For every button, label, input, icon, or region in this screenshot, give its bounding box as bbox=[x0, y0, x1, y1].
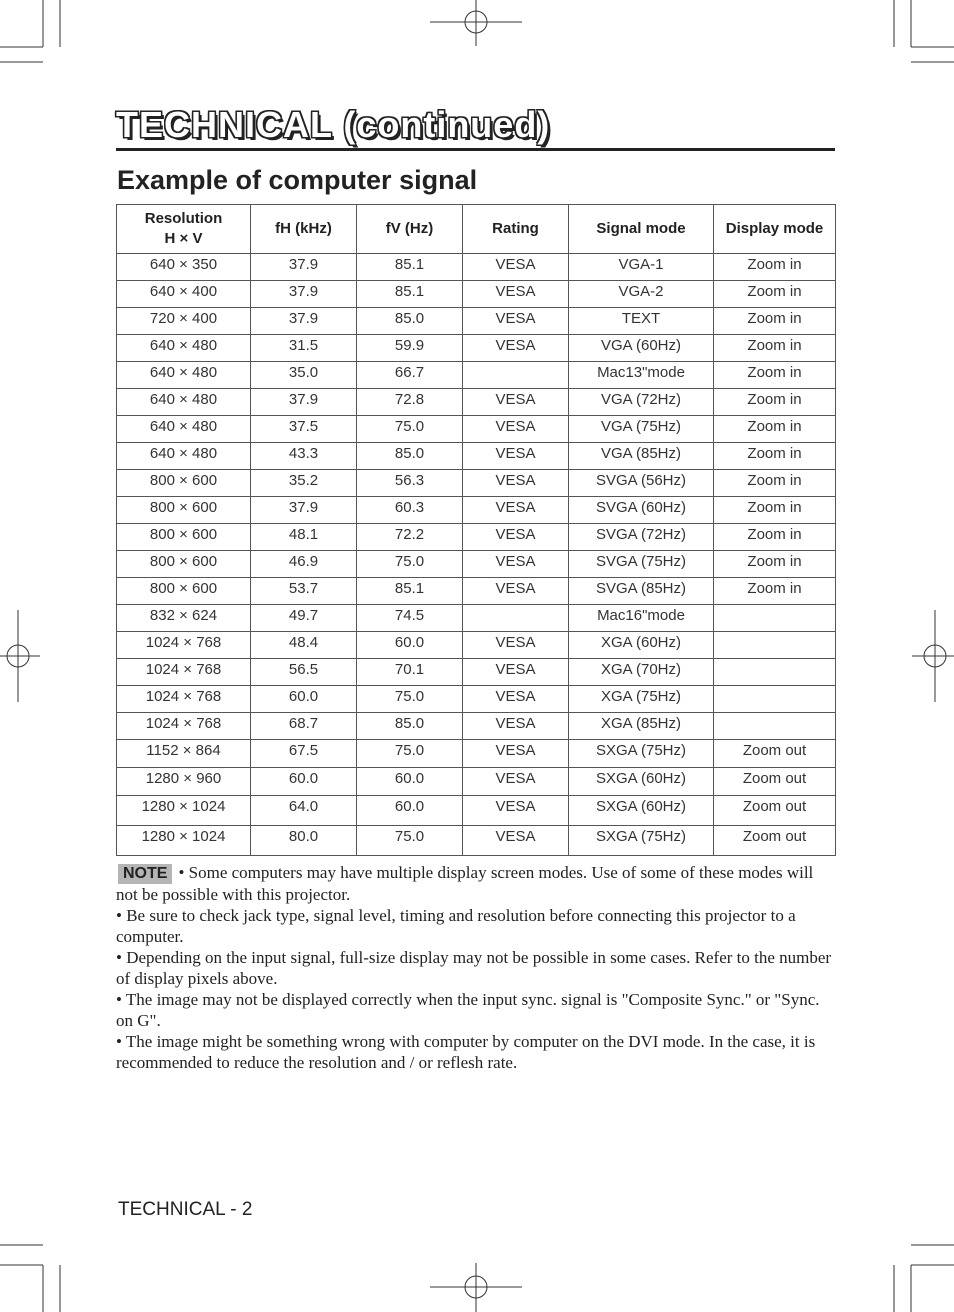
table-row bbox=[117, 768, 836, 796]
cell-signal-mode: SXGA (75Hz) bbox=[569, 740, 714, 768]
cell-fv: 85.0 bbox=[357, 713, 463, 740]
cell-display-mode: Zoom in bbox=[714, 551, 836, 578]
cell-resolution: 1024 × 768 bbox=[117, 713, 251, 740]
column-header-display-mode: Display mode bbox=[714, 205, 836, 254]
cell-display-mode bbox=[714, 659, 836, 686]
cell-signal-mode: VGA (75Hz) bbox=[569, 416, 714, 443]
cell-rating: VESA bbox=[463, 632, 569, 659]
cell-signal-mode: Mac16"mode bbox=[569, 605, 714, 632]
cell-fv: 72.8 bbox=[357, 389, 463, 416]
cell-rating: VESA bbox=[463, 551, 569, 578]
notes-section bbox=[116, 862, 835, 1073]
note-item: • The image might be something wrong with computer by computer on the DVI mode. In the case, it is recommended to reduce the resolution and / or reflesh rate. bbox=[116, 1032, 816, 1072]
cell-signal-mode: SVGA (72Hz) bbox=[569, 524, 714, 551]
cell-fh: 56.5 bbox=[251, 659, 357, 686]
table-row bbox=[117, 443, 836, 470]
column-header-fh: fH (kHz) bbox=[251, 205, 357, 254]
cell-rating: VESA bbox=[463, 308, 569, 335]
note-item: • The image may not be displayed correctly when the input sync. signal is "Composite Sync." or "Sync. on G". bbox=[116, 990, 820, 1030]
cell-fv: 85.0 bbox=[357, 308, 463, 335]
cell-display-mode: Zoom in bbox=[714, 416, 836, 443]
cell-resolution: 1280 × 960 bbox=[117, 768, 251, 796]
cell-fv: 85.1 bbox=[357, 254, 463, 281]
cell-rating: VESA bbox=[463, 796, 569, 826]
cell-fh: 37.9 bbox=[251, 497, 357, 524]
cell-rating: VESA bbox=[463, 826, 569, 856]
cell-display-mode: Zoom in bbox=[714, 389, 836, 416]
table-row bbox=[117, 686, 836, 713]
cell-fv: 75.0 bbox=[357, 740, 463, 768]
cell-fh: 31.5 bbox=[251, 335, 357, 362]
cell-fh: 37.9 bbox=[251, 308, 357, 335]
cell-fv: 59.9 bbox=[357, 335, 463, 362]
cell-resolution: 640 × 400 bbox=[117, 281, 251, 308]
table-row bbox=[117, 713, 836, 740]
cell-fv: 75.0 bbox=[357, 551, 463, 578]
column-header-resolution: Resolution H × V bbox=[117, 205, 251, 254]
cell-fh: 37.5 bbox=[251, 416, 357, 443]
cell-signal-mode: SXGA (60Hz) bbox=[569, 768, 714, 796]
cell-display-mode: Zoom in bbox=[714, 524, 836, 551]
cell-rating: VESA bbox=[463, 524, 569, 551]
cell-signal-mode: Mac13"mode bbox=[569, 362, 714, 389]
cell-resolution: 640 × 350 bbox=[117, 254, 251, 281]
cell-fv: 85.1 bbox=[357, 578, 463, 605]
cell-signal-mode: VGA-1 bbox=[569, 254, 714, 281]
cell-display-mode: Zoom in bbox=[714, 308, 836, 335]
cell-fv: 60.3 bbox=[357, 497, 463, 524]
cell-signal-mode: TEXT bbox=[569, 308, 714, 335]
cell-display-mode: Zoom in bbox=[714, 497, 836, 524]
cell-resolution: 800 × 600 bbox=[117, 470, 251, 497]
table-row bbox=[117, 416, 836, 443]
cell-rating bbox=[463, 605, 569, 632]
cell-fh: 43.3 bbox=[251, 443, 357, 470]
cell-rating: VESA bbox=[463, 578, 569, 605]
cell-fv: 75.0 bbox=[357, 826, 463, 856]
table-row bbox=[117, 497, 836, 524]
cell-fh: 48.1 bbox=[251, 524, 357, 551]
cell-display-mode: Zoom in bbox=[714, 470, 836, 497]
cell-fv: 60.0 bbox=[357, 796, 463, 826]
note-item: NOTE • Some computers may have multiple display screen modes. Use of some of these modes will not be possible with this projector. bbox=[116, 863, 814, 904]
cell-rating: VESA bbox=[463, 443, 569, 470]
cell-fv: 60.0 bbox=[357, 632, 463, 659]
cell-display-mode: Zoom in bbox=[714, 362, 836, 389]
cell-fh: 35.0 bbox=[251, 362, 357, 389]
cell-signal-mode: VGA (60Hz) bbox=[569, 335, 714, 362]
cell-resolution: 800 × 600 bbox=[117, 578, 251, 605]
cell-display-mode: Zoom out bbox=[714, 740, 836, 768]
cell-display-mode: Zoom in bbox=[714, 281, 836, 308]
table-row bbox=[117, 826, 836, 856]
cell-resolution: 720 × 400 bbox=[117, 308, 251, 335]
cell-fh: 64.0 bbox=[251, 796, 357, 826]
cell-resolution: 1024 × 768 bbox=[117, 659, 251, 686]
cell-resolution: 640 × 480 bbox=[117, 335, 251, 362]
cell-rating: VESA bbox=[463, 254, 569, 281]
cell-resolution: 832 × 624 bbox=[117, 605, 251, 632]
cell-fh: 60.0 bbox=[251, 768, 357, 796]
cell-signal-mode: SVGA (60Hz) bbox=[569, 497, 714, 524]
cell-fv: 56.3 bbox=[357, 470, 463, 497]
cell-resolution: 800 × 600 bbox=[117, 551, 251, 578]
cell-fh: 37.9 bbox=[251, 254, 357, 281]
cell-resolution: 1280 × 1024 bbox=[117, 796, 251, 826]
cell-fh: 80.0 bbox=[251, 826, 357, 856]
cell-fh: 35.2 bbox=[251, 470, 357, 497]
cell-display-mode bbox=[714, 686, 836, 713]
cell-fv: 72.2 bbox=[357, 524, 463, 551]
cell-rating: VESA bbox=[463, 470, 569, 497]
cell-fv: 66.7 bbox=[357, 362, 463, 389]
cell-signal-mode: XGA (85Hz) bbox=[569, 713, 714, 740]
cell-resolution: 640 × 480 bbox=[117, 443, 251, 470]
cell-signal-mode: XGA (60Hz) bbox=[569, 632, 714, 659]
column-header-rating: Rating bbox=[463, 205, 569, 254]
cell-signal-mode: SXGA (75Hz) bbox=[569, 826, 714, 856]
table-row bbox=[117, 308, 836, 335]
cell-resolution: 640 × 480 bbox=[117, 416, 251, 443]
table-row bbox=[117, 578, 836, 605]
cell-resolution: 800 × 600 bbox=[117, 524, 251, 551]
cell-rating: VESA bbox=[463, 389, 569, 416]
page-title: TECHNICAL (continued) bbox=[116, 104, 551, 145]
cell-rating: VESA bbox=[463, 281, 569, 308]
cell-fv: 75.0 bbox=[357, 686, 463, 713]
cell-display-mode: Zoom out bbox=[714, 768, 836, 796]
cell-fv: 85.0 bbox=[357, 443, 463, 470]
title-rule bbox=[116, 148, 835, 151]
cell-display-mode bbox=[714, 632, 836, 659]
cell-display-mode: Zoom in bbox=[714, 254, 836, 281]
cell-resolution: 640 × 480 bbox=[117, 362, 251, 389]
table-row bbox=[117, 524, 836, 551]
column-header-fv: fV (Hz) bbox=[357, 205, 463, 254]
table-row bbox=[117, 470, 836, 497]
cell-fh: 53.7 bbox=[251, 578, 357, 605]
cell-fv: 70.1 bbox=[357, 659, 463, 686]
cell-rating: VESA bbox=[463, 416, 569, 443]
cell-signal-mode: XGA (70Hz) bbox=[569, 659, 714, 686]
cell-rating: VESA bbox=[463, 686, 569, 713]
cell-signal-mode: SVGA (85Hz) bbox=[569, 578, 714, 605]
cell-fh: 37.9 bbox=[251, 389, 357, 416]
cell-display-mode: Zoom in bbox=[714, 335, 836, 362]
cell-display-mode: Zoom in bbox=[714, 578, 836, 605]
table-row bbox=[117, 389, 836, 416]
cell-signal-mode: VGA (85Hz) bbox=[569, 443, 714, 470]
cell-display-mode: Zoom out bbox=[714, 826, 836, 856]
cell-rating: VESA bbox=[463, 335, 569, 362]
cell-signal-mode: SVGA (75Hz) bbox=[569, 551, 714, 578]
table-row bbox=[117, 659, 836, 686]
cell-fh: 67.5 bbox=[251, 740, 357, 768]
cell-rating: VESA bbox=[463, 740, 569, 768]
cell-resolution: 1152 × 864 bbox=[117, 740, 251, 768]
cell-display-mode: Zoom out bbox=[714, 796, 836, 826]
table-row bbox=[117, 551, 836, 578]
cell-fh: 37.9 bbox=[251, 281, 357, 308]
cell-display-mode: Zoom in bbox=[714, 443, 836, 470]
table-row bbox=[117, 281, 836, 308]
cell-fh: 46.9 bbox=[251, 551, 357, 578]
note-item: • Depending on the input signal, full-size display may not be possible in some cases. Refer to the number of display pixels above. bbox=[116, 948, 832, 988]
cell-resolution: 640 × 480 bbox=[117, 389, 251, 416]
cell-signal-mode: XGA (75Hz) bbox=[569, 686, 714, 713]
table-row bbox=[117, 605, 836, 632]
table-row bbox=[117, 796, 836, 826]
column-header-signal-mode: Signal mode bbox=[569, 205, 714, 254]
cell-rating bbox=[463, 362, 569, 389]
cell-resolution: 1280 × 1024 bbox=[117, 826, 251, 856]
page-number: TECHNICAL - 2 bbox=[118, 1199, 253, 1220]
table-row bbox=[117, 335, 836, 362]
table-body bbox=[117, 254, 836, 856]
cell-signal-mode: VGA-2 bbox=[569, 281, 714, 308]
note-badge: NOTE bbox=[118, 864, 172, 884]
cell-rating: VESA bbox=[463, 768, 569, 796]
cell-rating: VESA bbox=[463, 713, 569, 740]
table-row bbox=[117, 362, 836, 389]
cell-fh: 48.4 bbox=[251, 632, 357, 659]
cell-rating: VESA bbox=[463, 659, 569, 686]
cell-resolution: 1024 × 768 bbox=[117, 686, 251, 713]
cell-signal-mode: SXGA (60Hz) bbox=[569, 796, 714, 826]
table-row bbox=[117, 740, 836, 768]
cell-fv: 85.1 bbox=[357, 281, 463, 308]
cell-fv: 75.0 bbox=[357, 416, 463, 443]
cell-fv: 60.0 bbox=[357, 768, 463, 796]
cell-fv: 74.5 bbox=[357, 605, 463, 632]
cell-signal-mode: SVGA (56Hz) bbox=[569, 470, 714, 497]
table-row bbox=[117, 254, 836, 281]
note-item: • Be sure to check jack type, signal level, timing and resolution before connecting this projector to a computer. bbox=[116, 906, 796, 946]
cell-display-mode bbox=[714, 713, 836, 740]
cell-fh: 60.0 bbox=[251, 686, 357, 713]
cell-resolution: 800 × 600 bbox=[117, 497, 251, 524]
table-header-row bbox=[117, 205, 836, 254]
cell-signal-mode: VGA (72Hz) bbox=[569, 389, 714, 416]
table-row bbox=[117, 632, 836, 659]
cell-fh: 49.7 bbox=[251, 605, 357, 632]
cell-resolution: 1024 × 768 bbox=[117, 632, 251, 659]
signal-table bbox=[116, 204, 836, 856]
cell-display-mode bbox=[714, 605, 836, 632]
cell-rating: VESA bbox=[463, 497, 569, 524]
section-title: Example of computer signal bbox=[117, 165, 478, 195]
cell-fh: 68.7 bbox=[251, 713, 357, 740]
